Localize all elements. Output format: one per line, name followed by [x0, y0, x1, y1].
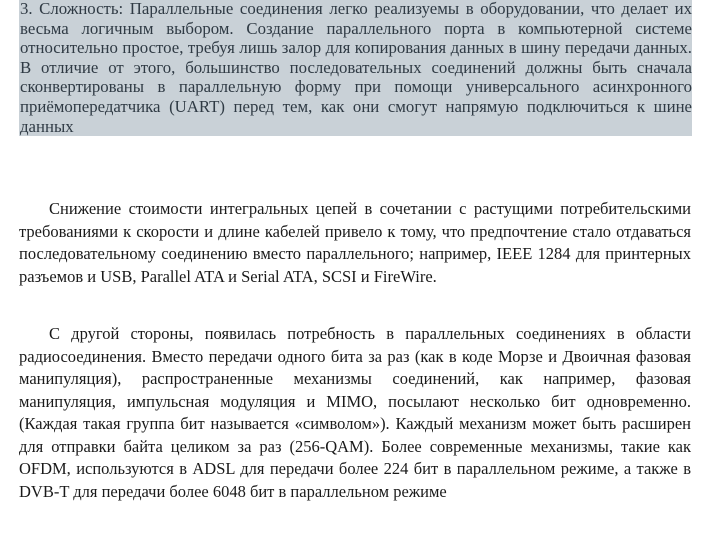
- paragraph-radio-parallel: С другой стороны, появилась потребность в параллельных соединениях в области радиосоединения. Вместо передачи одного бита за раз (как в коде Морзе и Двоичная фазовая манипуляция), распространенные механизмы соединений, как например, фазовая манипуляция, импульсная модуляция и MIMO, посылают несколько бит одновременно. (Каждая такая группа бит называется «символом»). Каждый механизм может быть расширен для отправки байта целиком за раз (256-QAM). Более современные механизмы, такие как OFDM, используются в ADSL для передачи более 224 бит в параллельном режиме, а также в DVB-T для передачи более 6048 бит в параллельном режиме: [19, 324, 691, 501]
- paragraph-cost-reduction: Снижение стоимости интегральных цепей в сочетании с растущими потребительскими требованиями к скорости и длине кабелей привело к тому, что предпочтение стало отдаваться последовательному соединению вместо параллельного; например, IEEE 1284 для принтерных разъемов и USB, Parallel ATA и Serial ATA, SCSI и FireWire.: [19, 199, 691, 286]
- paragraph-complexity-highlighted: 3. Сложность: Параллельные соединения легко реализуемы в оборудовании, что делает их весьма логичным выбором. Создание параллельного порта в компьютерной системе относительно простое, требуя лишь залор для копирования данных в шину передачи данных. В отличие от этого, большинство последовательных соединений должны быть сначала сконвертированы в параллельную форму при помощи универсального асинхронного приёмопередатчика (UART) перед тем, как они смогут напрямую подключиться к шине данных: [20, 0, 692, 136]
